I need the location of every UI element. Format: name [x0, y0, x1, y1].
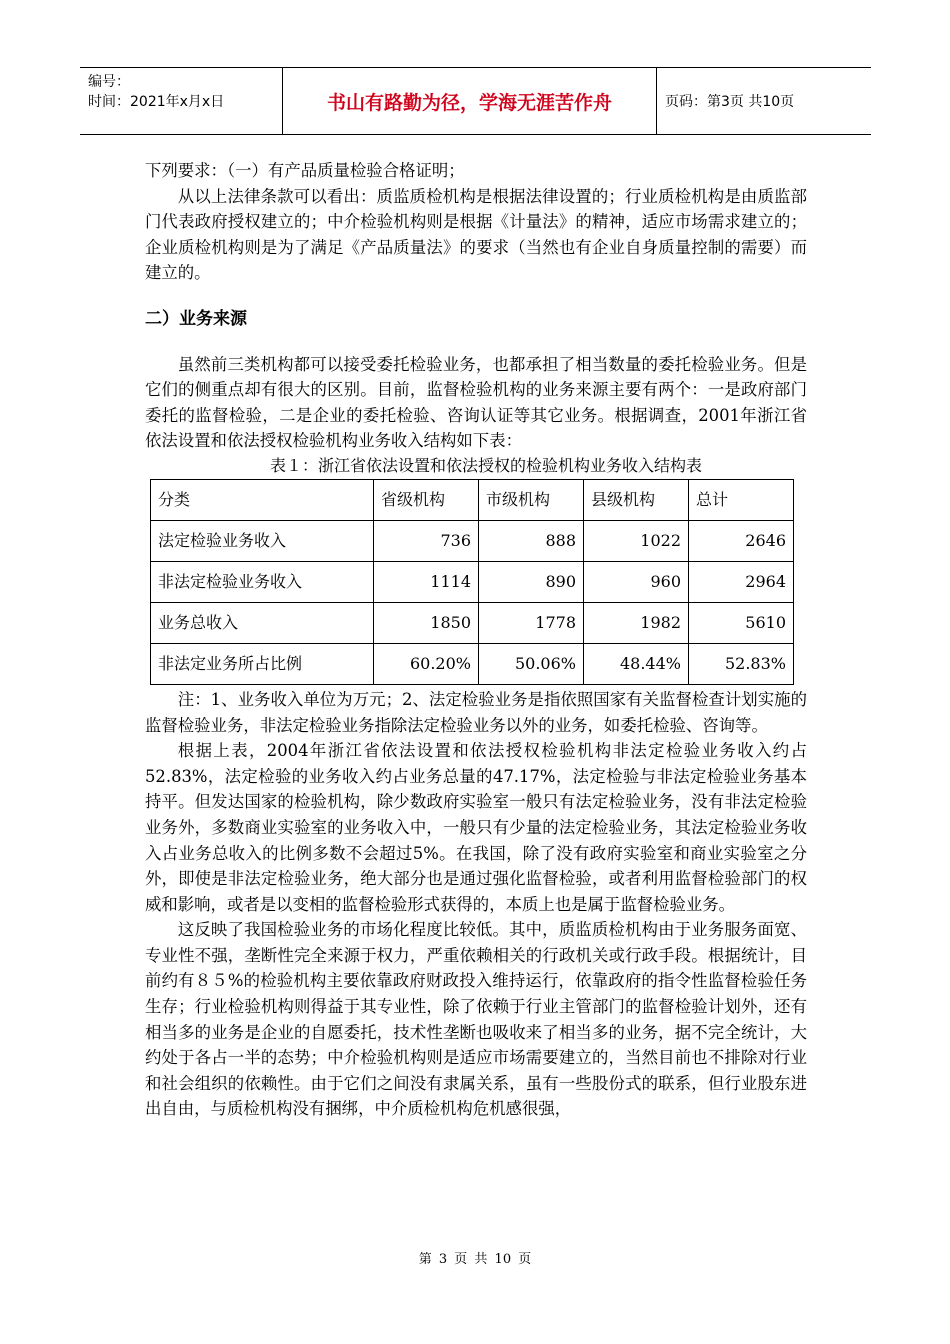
- page-header: [80, 67, 871, 135]
- table-cell: 50.06%: [479, 643, 584, 684]
- table-cell: 2646: [689, 520, 794, 561]
- header-motto: 书山有路勤为径，学海无涯苦作舟: [283, 68, 657, 134]
- document-body: [145, 158, 807, 1122]
- table-cell: 1022: [584, 520, 689, 561]
- income-structure-table: [150, 479, 794, 685]
- page-footer: 第 3 页 共 10 页: [418, 1252, 532, 1267]
- table-cell: 52.83%: [689, 643, 794, 684]
- header-page-info: 页码：第3页 共10页: [665, 94, 795, 110]
- table-cell: 48.44%: [584, 643, 689, 684]
- table-cell: 60.20%: [374, 643, 479, 684]
- section-heading: 二）业务来源: [145, 308, 247, 329]
- table-caption: 表１：浙江省依法设置和依法授权的检验机构业务收入结构表: [269, 455, 702, 475]
- table-row: [151, 602, 794, 643]
- header-meta: [80, 68, 283, 134]
- table-cell: 1778: [479, 602, 584, 643]
- table-cell: 非法定检验业务收入: [151, 561, 374, 602]
- paragraph: 虽然前三类机构都可以接受委托检验业务，也都承担了相当数量的委托检验业务。但是它们的侧重点却有很大的区别。目前，监督检验机构的业务来源主要有两个：一是政府部门委托的监督检验，二是企业的委托检验、咨询认证等其它业务。根据调查，2001年浙江省依法设置和依法授权检验机构业务收入结构如下表：: [145, 354, 807, 451]
- header-cell: 总计: [689, 479, 794, 520]
- table-cell: 890: [479, 561, 584, 602]
- table-cell: 非法定业务所占比例: [151, 643, 374, 684]
- paragraph: 根据上表，2004年浙江省依法设置和依法授权检验机构非法定检验业务收入约占52.83%，法定检验的业务收入约占业务总量的47.17%，法定检验与非法定检验业务基本持平。但发达国家的检验机构，除少数政府实验室一般只有法定检验业务，没有非法定检验业务外，多数商业实验室的业务收入中，一般只有少量的法定检验业务，其法定检验业务收入占业务总收入的比例多数不会超过5%。在我国，除了没有政府实验室和商业实验室之分外，即使是非法定检验业务，绝大部分也是通过强化监督检验，或者利用监督检验部门的权威和影响，或者是以变相的监督检验形式获得的，本质上也是属于监督检验业务。: [145, 741, 807, 914]
- table-row: [151, 520, 794, 561]
- table-cell: 5610: [689, 602, 794, 643]
- header-number: 编号：: [88, 74, 130, 90]
- table-cell: 960: [584, 561, 689, 602]
- table-note: 注：1、业务收入单位为万元；2、法定检验业务是指依照国家有关监督检查计划实施的监督检验业务，非法定检验业务指除法定检验业务以外的业务，如委托检验、咨询等。: [145, 689, 807, 735]
- table-cell: 888: [479, 520, 584, 561]
- paragraph: 从以上法律条款可以看出：质监质检机构是根据法律设置的；行业质检机构是由质监部门代表政府授权建立的；中介检验机构则是根据《计量法》的精神，适应市场需求建立的；企业质检机构则是为了满足《产品质量法》的要求（当然也有企业自身质量控制的需要）而建立的。: [145, 186, 807, 283]
- header-cell: 省级机构: [374, 479, 479, 520]
- table-row: [151, 643, 794, 684]
- table-cell: 1114: [374, 561, 479, 602]
- table-cell: 法定检验业务收入: [151, 520, 374, 561]
- table-cell: 业务总收入: [151, 602, 374, 643]
- table-cell: 1850: [374, 602, 479, 643]
- header-cell: 分类: [151, 479, 374, 520]
- header-date: 时间：2021年x月x日: [88, 94, 225, 110]
- table-row: [151, 561, 794, 602]
- header-cell: 县级机构: [584, 479, 689, 520]
- table-cell: 736: [374, 520, 479, 561]
- table-cell: 1982: [584, 602, 689, 643]
- paragraph: 下列要求：（一）有产品质量检验合格证明；: [145, 161, 465, 180]
- table-cell: 2964: [689, 561, 794, 602]
- table-header-row: [151, 479, 794, 520]
- header-cell: 市级机构: [479, 479, 584, 520]
- paragraph: 这反映了我国检验业务的市场化程度比较低。其中，质监质检机构由于业务服务面宽、专业性不强，垄断性完全来源于权力，严重依赖相关的行政机关或行政手段。根据统计，目前约有８５%的检验机构主要依靠政府财政投入维持运行，依靠政府的指令性监督检验任务生存；行业检验机构则得益于其专业性，除了依赖于行业主管部门的监督检验计划外，还有相当多的业务是企业的自愿委托，技术性垄断也吸收来了相当多的业务，据不完全统计，大约处于各占一半的态势；中介检验机构则是适应市场需要建立的，当然目前也不排除对行业和社会组织的依赖性。由于它们之间没有隶属关系，虽有一些股份式的联系，但行业股东进出自由，与质检机构没有捆绑，中介质检机构危机感很强，: [145, 920, 807, 1119]
